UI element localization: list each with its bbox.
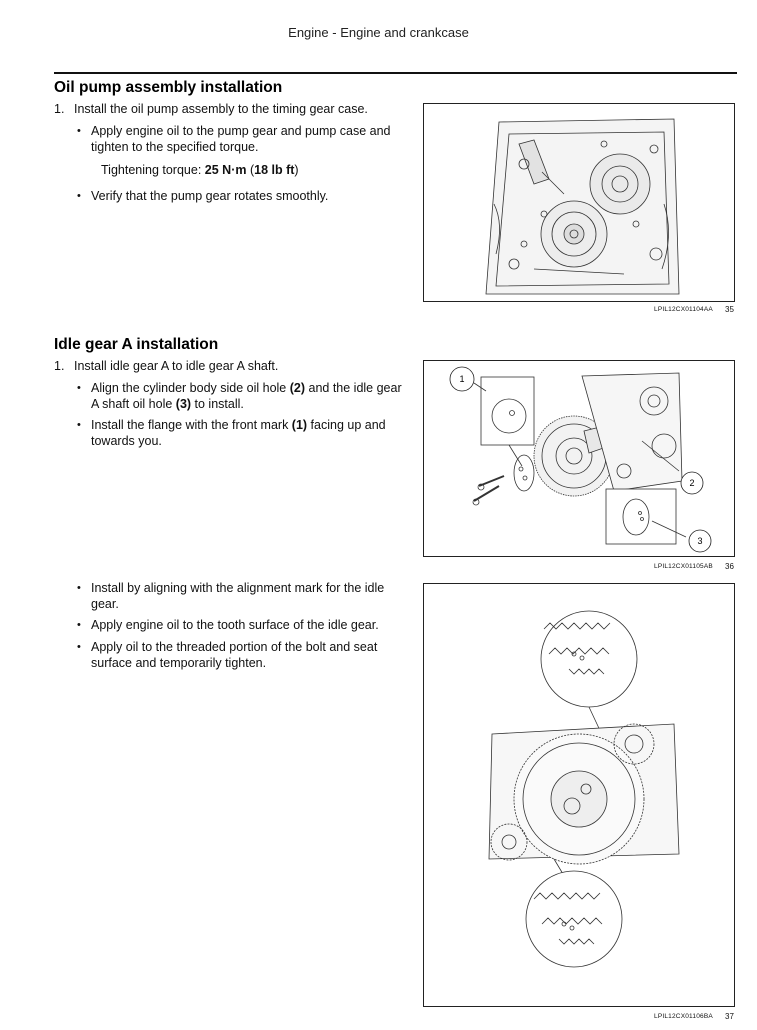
torque-paren-close: ) xyxy=(294,163,299,177)
figure-number-36: 36 xyxy=(725,562,734,571)
callout-2: 2 xyxy=(689,478,695,488)
ref-3: (3) xyxy=(175,397,192,411)
ref-2: (2) xyxy=(289,381,306,395)
torque-paren-open: ( xyxy=(246,163,255,177)
step-1-idle-gear xyxy=(54,358,278,374)
bullet-verify-rotation: • Verify that the pump gear rotates smoothly. xyxy=(91,188,409,204)
figure-number-35: 35 xyxy=(725,305,734,314)
idle-gear-illustration xyxy=(424,361,734,556)
figure-oil-pump xyxy=(423,103,735,302)
figure-caption-35: LPIL12CX01104AA xyxy=(654,306,713,313)
figure-caption-37: LPIL12CX01106BA xyxy=(654,1013,713,1020)
bullet-align-oil-holes xyxy=(91,380,409,412)
oil-pump-illustration xyxy=(424,104,734,301)
text: Install the flange with the front mark xyxy=(91,418,292,432)
page-header: Engine - Engine and crankcase xyxy=(288,25,469,40)
alignment-mark-illustration xyxy=(424,584,734,1006)
step-1-oil-pump xyxy=(54,101,368,117)
figure-number-37: 37 xyxy=(725,1012,734,1021)
ref-1: (1) xyxy=(291,418,308,432)
bullet-oil-tooth-surface: • Apply engine oil to the tooth surface of the idle gear. xyxy=(91,617,409,633)
bullet-alignment-mark: • Install by aligning with the alignment mark for the idle gear. xyxy=(91,580,409,612)
text: facing up and towards you. xyxy=(91,418,386,448)
bullet-apply-oil: • Apply engine oil to the pump gear and pump case and tighten to the specified torque. xyxy=(91,123,409,155)
text: and the idle gear A shaft oil hole xyxy=(91,381,402,411)
bullet-flange-front-mark xyxy=(91,417,409,449)
text: Align the cylinder body side oil hole xyxy=(91,381,290,395)
step-text: Install the oil pump assembly to the timing gear case. xyxy=(74,102,368,116)
header-rule xyxy=(54,72,737,74)
step-number: 1. xyxy=(54,359,65,373)
torque-label: Tightening torque: xyxy=(101,163,202,177)
figure-idle-gear-assembly xyxy=(423,360,735,557)
step-number: 1. xyxy=(54,102,65,116)
callout-3: 3 xyxy=(697,536,703,546)
figure-idle-gear-alignment xyxy=(423,583,735,1007)
callout-1: 1 xyxy=(459,374,465,384)
torque-spec xyxy=(101,163,299,177)
torque-value-imperial: 18 lb ft xyxy=(254,163,295,177)
torque-value: 25 N·m xyxy=(204,163,247,177)
bullet-oil-bolt-thread: • Apply oil to the threaded portion of the bolt and seat surface and temporarily tighten. xyxy=(91,639,409,671)
section-heading-idle-gear: Idle gear A installation xyxy=(54,336,219,353)
step-text: Install idle gear A to idle gear A shaft. xyxy=(74,359,279,373)
figure-caption-36: LPIL12CX01105AB xyxy=(654,563,713,570)
section-heading-oil-pump: Oil pump assembly installation xyxy=(54,79,283,96)
text: to install. xyxy=(191,397,244,411)
